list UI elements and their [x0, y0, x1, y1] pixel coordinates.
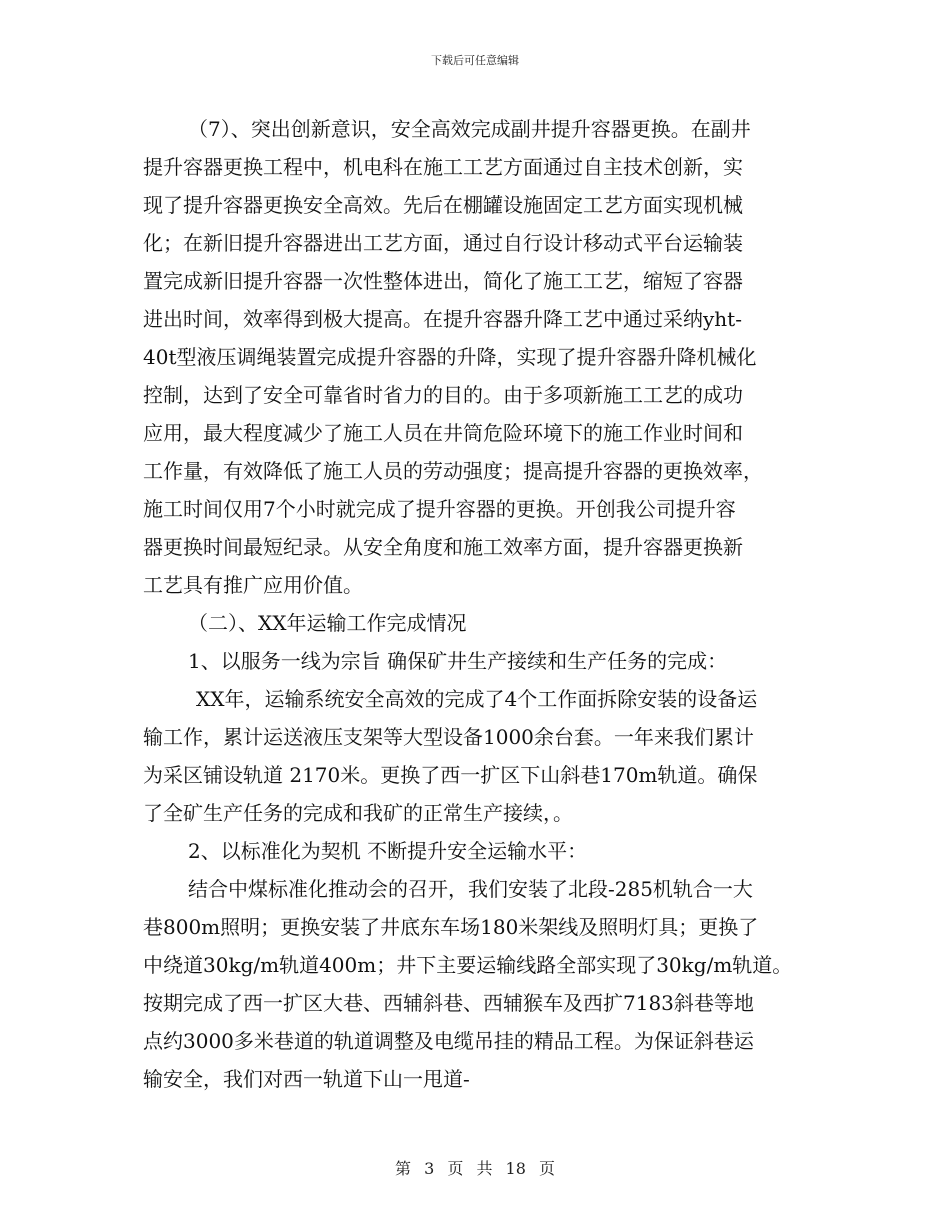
- text-line: 40t型液压调绳装置完成提升容器的升降，实现了提升容器升降机械化: [143, 345, 757, 369]
- text-line: 工艺具有推广应用价值。: [143, 573, 363, 597]
- subsection-heading: 1、以服务一线为宗旨 确保矿井生产接续和生产任务的完成：: [188, 649, 728, 673]
- text-line: 按期完成了西一扩区大巷、西辅斜巷、西辅猴车及西扩7183斜巷等地: [143, 991, 754, 1015]
- text-line: 输安全，我们对西一轨道下山一甩道-: [143, 1067, 470, 1091]
- text-line: 提升容器更换工程中，机电科在施工工艺方面通过自主技术创新，实: [143, 155, 743, 179]
- page-header-note: 下载后可任意编辑: [431, 54, 519, 67]
- text-line: 应用，最大程度减少了施工人员在井筒危险环境下的施工作业时间和: [143, 421, 743, 445]
- text-line: 施工时间仅用7个小时就完成了提升容器的更换。开创我公司提升容: [143, 497, 736, 521]
- document-body: [143, 110, 798, 1098]
- text-line: 工作量，有效降低了施工人员的劳动强度；提高提升容器的更换效率，: [143, 459, 763, 483]
- text-line: 置完成新旧提升容器一次性整体进出，简化了施工工艺，缩短了容器: [143, 269, 743, 293]
- page-number-footer: 第 3 页 共 18 页: [395, 1159, 555, 1178]
- text-line: 化；在新旧提升容器进出工艺方面，通过自行设计移动式平台运输装: [143, 231, 743, 255]
- text-line: 点约3000多米巷道的轨道调整及电缆吊挂的精品工程。为保证斜巷运: [143, 1029, 754, 1053]
- text-line: 输工作，累计运送液压支架等大型设备1000余台套。一年来我们累计: [143, 725, 754, 749]
- section-heading: （二）、XX年运输工作完成情况: [188, 611, 467, 635]
- text-line: 结合中煤标准化推动会的召开，我们安装了北段-285机轨合一大: [188, 877, 753, 901]
- text-line: 了全矿生产任务的完成和我矿的正常生产接续，。: [143, 801, 573, 825]
- text-line: （7）、突出创新意识，安全高效完成副井提升容器更换。在副井: [188, 117, 751, 141]
- subsection-heading: 2、以标准化为契机 不断提升安全运输水平：: [188, 839, 588, 863]
- text-line: 中绕道30kg/m轨道400m；井下主要运输线路全部实现了30kg/m轨道。: [143, 953, 793, 977]
- text-line: 器更换时间最短纪录。从安全角度和施工效率方面，提升容器更换新: [143, 535, 743, 559]
- text-line: 进出时间，效率得到极大提高。在提升容器升降工艺中通过采纳yht-: [143, 307, 742, 331]
- text-line: 巷800m照明；更换安装了井底东车场180米架线及照明灯具；更换了: [143, 915, 759, 939]
- text-line: 为采区铺设轨道 2170米。更换了西一扩区下山斜巷170m轨道。确保: [143, 763, 758, 787]
- text-line: 控制，达到了安全可靠省时省力的目的。由于多项新施工工艺的成功: [143, 383, 743, 407]
- text-line: 现了提升容器更换安全高效。先后在棚罐设施固定工艺方面实现机械: [143, 193, 743, 217]
- text-line: XX年，运输系统安全高效的完成了4个工作面拆除安装的设备运: [196, 687, 758, 711]
